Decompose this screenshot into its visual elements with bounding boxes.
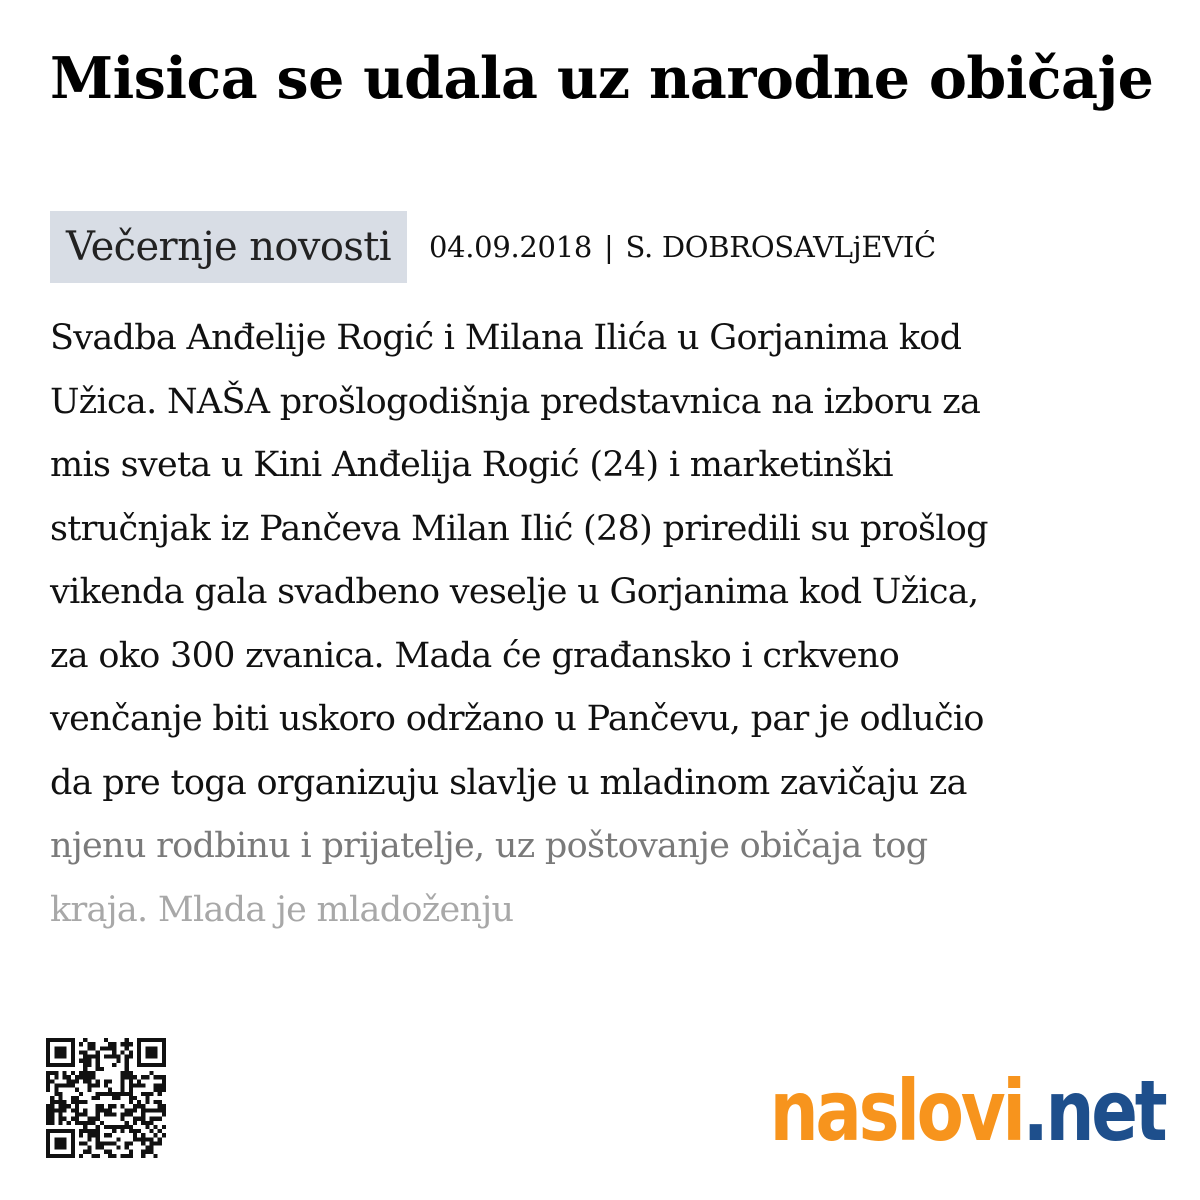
body-line: vikenda gala svadbeno veselje u Gorjanima kod Užica, (50, 572, 979, 612)
body-line: kraja. Mlada je mladoženju (50, 889, 514, 930)
byline-separator: | (604, 230, 614, 264)
byline (429, 230, 936, 264)
body-line: njenu rodbinu i prijatelje, uz poštovanje običaja tog (50, 826, 928, 866)
article-meta (50, 211, 936, 283)
body-line: za oko 300 zvanica. Mada će građansko i crkveno (50, 635, 900, 676)
body-line: venčanje biti uskoro održano u Pančevu, par je odlučio (50, 699, 984, 739)
logo-part-naslovi: naslovi (769, 1062, 1023, 1160)
source-badge[interactable]: Večernje novosti (50, 211, 407, 283)
article-title: Misica se udala uz narodne običaje (50, 45, 1154, 112)
qr-code-icon[interactable] (46, 1038, 166, 1158)
body-line: mis sveta u Kini Anđelija Rogić (24) i marketinški (50, 445, 893, 485)
body-line: Svadba Anđelije Rogić i Milana Ilića u Gorjanima kod (50, 318, 962, 358)
logo-part-net: .net (1022, 1062, 1164, 1160)
body-line: Užica. NAŠA prošlogodišnja predstavnica na izboru za (50, 381, 981, 422)
article-author: S. DOBROSAVLjEVIĆ (625, 230, 936, 264)
body-line: stručnjak iz Pančeva Milan Ilić (28) priredili su prošlog (50, 508, 988, 549)
article-date: 04.09.2018 (428, 230, 592, 264)
article-body (50, 307, 1160, 942)
naslovi-net-logo[interactable] (769, 1056, 1164, 1166)
body-line: da pre toga organizuju slavlje u mladinom zavičaju za (50, 762, 967, 803)
